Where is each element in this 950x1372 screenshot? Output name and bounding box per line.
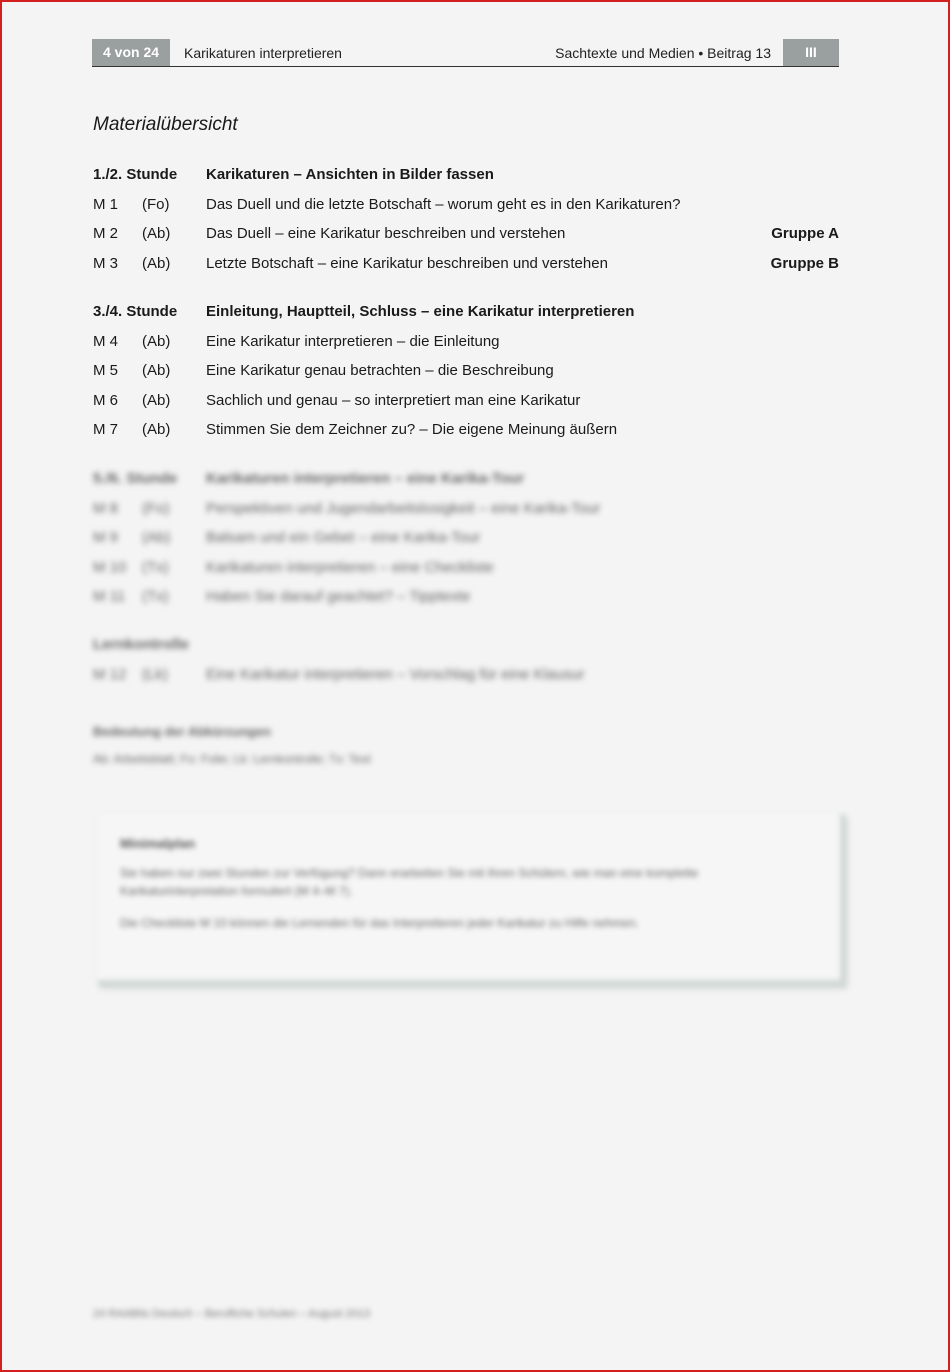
hint-paragraph: Sie haben nur zwei Stunden zur Verfügung? Dann erarbeiten Sie mit Ihren Schülern, wie man eine komplette Karikaturinterpretation formuliert (M 4–M 7).: [120, 866, 699, 898]
material-row: [93, 219, 839, 249]
header-series: Sachtexte und Medien • Beitrag 13: [555, 44, 771, 61]
material-code: M 4: [93, 332, 119, 350]
abbreviations-text: Ab: Arbeitsblatt; Fo: Folie; Lk: Lernkontrolle; Tx: Text: [93, 752, 371, 766]
material-row: [93, 415, 839, 445]
material-row: [93, 249, 839, 279]
section-title: Einleitung, Hauptteil, Schluss – eine Karikatur interpretieren: [206, 303, 635, 320]
page-heading: Materialübersicht: [93, 114, 238, 135]
material-type: (Ab): [142, 362, 171, 379]
document-page: [2, 2, 948, 1370]
section-header: [93, 464, 839, 494]
material-code: M 2: [93, 225, 119, 242]
material-desc: Eine Karikatur interpretieren – die Einleitung: [206, 332, 500, 350]
lesson-label: 5./6. Stunde: [93, 470, 178, 487]
hint-title: Minimalplan: [120, 836, 196, 851]
material-type: (Ab): [142, 332, 171, 350]
hint-box: [98, 814, 845, 985]
group-label: Gruppe A: [771, 225, 839, 242]
material-desc: Balsam und ein Gebet – eine Karika-Tour: [206, 529, 481, 546]
material-type: (Tx): [142, 588, 169, 605]
section-lesson-3-4: [93, 297, 839, 445]
material-type: (Fo): [142, 195, 170, 213]
header-title: Karikaturen interpretieren: [184, 44, 342, 61]
material-code: M 3: [93, 254, 119, 272]
material-row: [93, 356, 839, 386]
material-desc: Sachlich und genau – so interpretiert man eine Karikatur: [206, 391, 581, 409]
level-badge: III: [783, 39, 839, 66]
material-code: M 11: [93, 588, 126, 605]
material-desc: Karikaturen interpretieren – eine Checkliste: [206, 558, 494, 576]
material-code: M 10: [93, 558, 127, 576]
abbreviations-title: Bedeutung der Abkürzungen: [93, 724, 271, 739]
page-number-badge: 4 von 24: [92, 39, 170, 66]
material-code: M 1: [93, 195, 119, 213]
material-type: (Fo): [142, 499, 170, 517]
material-desc: Perspektiven und Jugendarbeitslosigkeit – eine Karika-Tour: [206, 499, 601, 517]
material-desc: Das Duell – eine Karikatur beschreiben und verstehen: [206, 225, 566, 242]
material-type: (Ab): [142, 391, 171, 409]
material-type: (Ab): [142, 225, 171, 242]
group-label: Gruppe B: [770, 254, 839, 272]
page-footer: 24 RAABits Deutsch – Berufliche Schulen – August 2013: [93, 1308, 371, 1320]
material-type: (Tx): [142, 558, 169, 576]
page-header: [92, 39, 839, 67]
material-code: M 6: [93, 391, 119, 409]
lesson-label: 1./2. Stunde: [93, 166, 178, 183]
material-code: M 5: [93, 362, 119, 379]
section-lesson-1-2: [93, 160, 839, 278]
section-title: Lernkontrolle: [93, 636, 189, 653]
material-row: [93, 494, 839, 524]
material-desc: Stimmen Sie dem Zeichner zu? – Die eigene Meinung äußern: [206, 421, 618, 438]
material-row: [93, 327, 839, 357]
material-type: (Ab): [142, 421, 171, 438]
material-type: (Ab): [142, 254, 171, 272]
material-row: [93, 523, 839, 553]
material-code: M 12: [93, 665, 127, 683]
material-row: [93, 190, 839, 220]
section-lesson-5-6-blurred: [93, 464, 839, 612]
material-row: [93, 386, 839, 416]
material-row: [93, 660, 839, 690]
material-desc: Haben Sie darauf geachtet? – Tipptexte: [206, 588, 471, 605]
section-header: [93, 297, 839, 327]
material-desc: Eine Karikatur genau betrachten – die Beschreibung: [206, 362, 554, 379]
material-code: M 8: [93, 499, 119, 517]
material-desc: Letzte Botschaft – eine Karikatur beschreiben und verstehen: [206, 254, 608, 272]
material-desc: Eine Karikatur interpretieren – Vorschlag für eine Klausur: [206, 665, 585, 683]
section-title: Karikaturen interpretieren – eine Karika-Tour: [206, 470, 525, 487]
material-code: M 7: [93, 421, 119, 438]
material-type: (Ab): [142, 529, 171, 546]
material-row: [93, 582, 839, 612]
section-title: Karikaturen – Ansichten in Bilder fassen: [206, 166, 494, 183]
material-code: M 9: [93, 529, 119, 546]
material-row: [93, 553, 839, 583]
section-assessment-blurred: [93, 630, 839, 689]
lesson-label: 3./4. Stunde: [93, 303, 178, 320]
material-type: (Lk): [142, 665, 168, 683]
section-header: [93, 160, 839, 190]
hint-paragraph: Die Checkliste M 10 können die Lernenden für das Interpretieren jeder Karikatur zu Hilfe nehmen.: [120, 916, 639, 930]
material-desc: Das Duell und die letzte Botschaft – worum geht es in den Karikaturen?: [206, 195, 681, 213]
section-header: [93, 630, 839, 660]
